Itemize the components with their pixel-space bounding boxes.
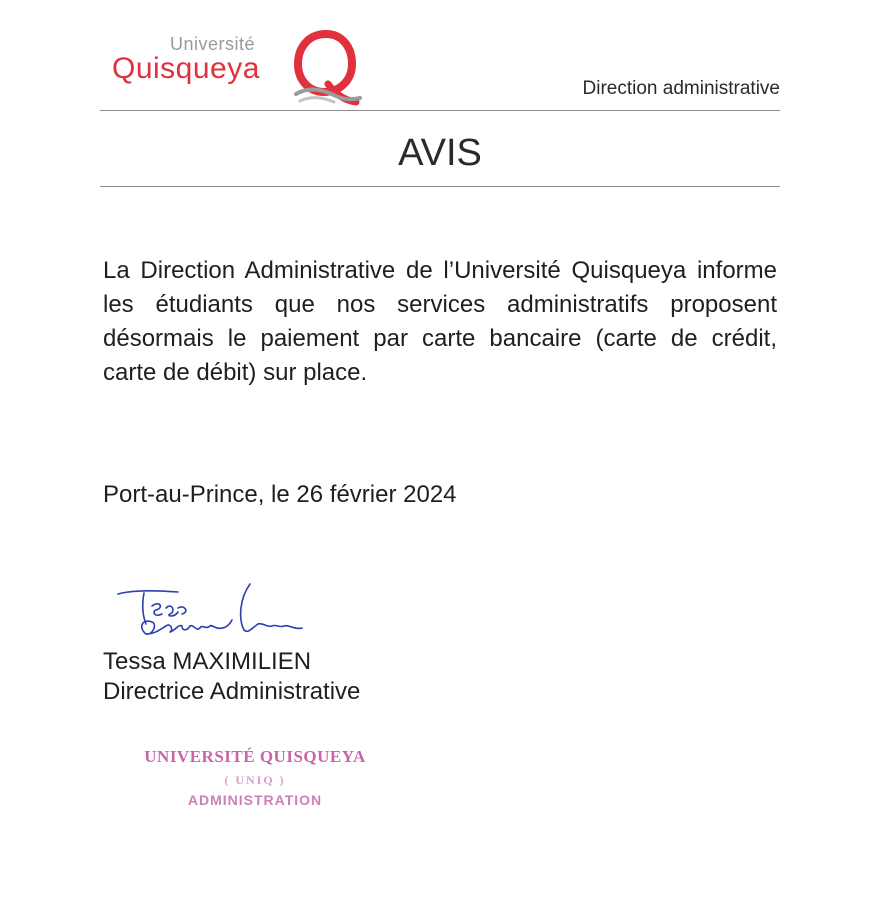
notice-paragraph: La Direction Administrative de l’Université Quisqueya informe les étudiants que nos services administratifs proposent désormais le paiement par carte bancaire (carte de crédit, carte de débit) sur place. bbox=[103, 257, 777, 386]
department-label: Direction administrative bbox=[582, 78, 780, 99]
stamp-line-acronym: ( UNIQ ) bbox=[224, 773, 286, 787]
page-title: AVIS bbox=[398, 132, 482, 174]
header-divider bbox=[100, 110, 780, 111]
university-logo bbox=[112, 28, 362, 106]
signer-role: Directrice Administrative bbox=[103, 678, 361, 705]
title-divider bbox=[100, 186, 780, 187]
signer-name: Tessa MAXIMILIEN bbox=[103, 648, 312, 675]
logo-text-quisqueya: Quisqueya bbox=[112, 52, 260, 85]
handwritten-signature bbox=[112, 578, 322, 648]
stamp-line-administration: ADMINISTRATION bbox=[187, 792, 323, 808]
logo-q-icon bbox=[290, 28, 362, 106]
stamp-line-university: UNIVERSITÉ QUISQUEYA bbox=[144, 747, 366, 766]
official-stamp bbox=[135, 747, 375, 808]
logo-text-universite: Université bbox=[170, 34, 256, 54]
date-line: Port-au-Prince, le 26 février 2024 bbox=[103, 481, 457, 508]
